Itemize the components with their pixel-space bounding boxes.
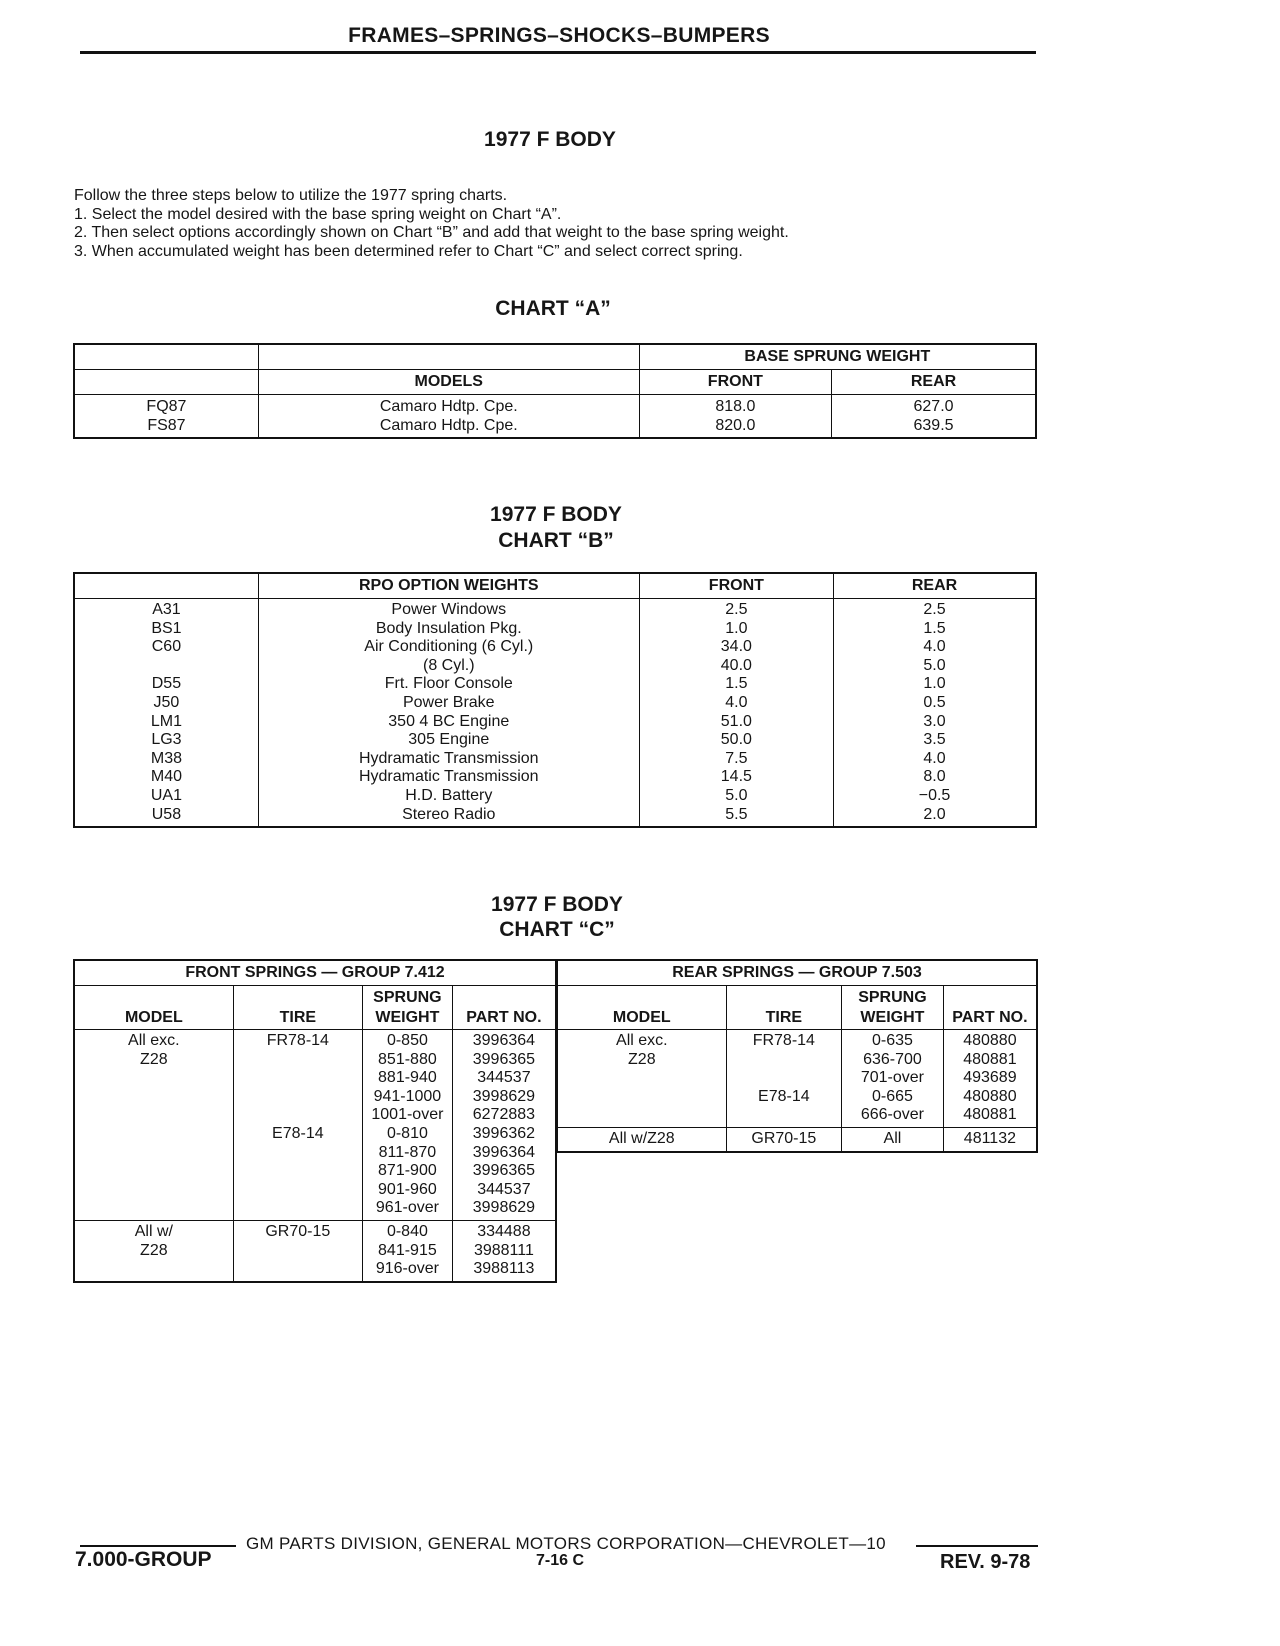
- table-row: [557, 1030, 1037, 1128]
- part-number: 480881: [963, 1050, 1017, 1068]
- rear-weight: 1.0: [834, 675, 1036, 694]
- instructions: [74, 187, 789, 261]
- rear-sprung-weight: [842, 1030, 944, 1128]
- part-number: 344537: [477, 1180, 531, 1198]
- rpo-code: BS1: [151, 619, 182, 637]
- rear-weight: 0.5: [834, 694, 1036, 713]
- rpo-code: UA1: [150, 786, 182, 804]
- option-name: Hydramatic Transmission: [258, 750, 639, 769]
- rear-weight: 8.0: [834, 768, 1036, 787]
- chart-b-col-option: RPO OPTION WEIGHTS: [258, 573, 639, 599]
- table-row: [74, 1220, 556, 1281]
- table-row: [74, 395, 1036, 417]
- rear-model: [557, 1127, 726, 1151]
- part-number: 480881: [963, 1106, 1017, 1124]
- instruction-step: 3. When accumulated weight has been determined refer to Chart “C” and select correct spring.: [74, 242, 743, 260]
- rear-col-part: PART NO.: [943, 986, 1037, 1030]
- front-weight: 5.0: [639, 787, 833, 806]
- rear-weight: −0.5: [834, 787, 1036, 806]
- rear-weight: 1.5: [834, 620, 1036, 639]
- model-name: Camaro Hdtp. Cpe.: [258, 395, 639, 417]
- footer-revision: REV. 9-78: [940, 1551, 1031, 1573]
- front-col-part: PART NO.: [452, 986, 556, 1030]
- front-springs-group: FRONT SPRINGS — GROUP 7.412: [74, 960, 556, 986]
- option-name: (8 Cyl.): [258, 657, 639, 676]
- chart-c-title-line1: 1977 F BODY: [491, 893, 623, 916]
- instructions-intro: Follow the three steps below to utilize the 1977 spring charts.: [74, 187, 508, 204]
- part-number: 3998629: [472, 1087, 536, 1105]
- part-number: 480880: [963, 1087, 1017, 1105]
- chart-c-title-line2: CHART “C”: [499, 918, 615, 941]
- front-model: [74, 1220, 233, 1281]
- rpo-code: A31: [152, 601, 181, 618]
- chart-c-rear-table: [556, 959, 1038, 1153]
- table-row: [74, 731, 1036, 750]
- weight-range: 0-635: [871, 1032, 913, 1049]
- front-sprung-weight: [362, 1220, 452, 1281]
- front-weight: 2.5: [639, 599, 833, 620]
- weight-range: 916-over: [375, 1260, 439, 1278]
- front-weight: 818.0: [639, 395, 831, 417]
- rpo-code: J50: [153, 693, 180, 711]
- chart-b-col-rear: REAR: [834, 573, 1036, 599]
- header-rule: [80, 51, 1036, 54]
- rpo-code: [74, 657, 258, 676]
- weight-range: All: [883, 1129, 902, 1147]
- chart-b-title-line2: CHART “B”: [498, 529, 614, 552]
- weight-range: 1001-over: [371, 1106, 444, 1124]
- model-name: Camaro Hdtp. Cpe.: [258, 416, 639, 438]
- rear-sprung-weight: [842, 1127, 944, 1151]
- chart-a-header-blank: [258, 344, 639, 370]
- model-line: Z28: [140, 1050, 168, 1068]
- option-name: H.D. Battery: [258, 787, 639, 806]
- chart-a-col-rear: REAR: [832, 370, 1036, 395]
- option-name: Body Insulation Pkg.: [258, 620, 639, 639]
- rear-col-sprung-1: SPRUNG: [858, 989, 927, 1006]
- weight-range: 941-1000: [373, 1087, 442, 1105]
- front-weight: 51.0: [639, 713, 833, 732]
- front-weight: 4.0: [639, 694, 833, 713]
- weight-range: 0-665: [871, 1087, 913, 1105]
- tire: E78-14: [272, 1124, 324, 1142]
- tire: GR70-15: [265, 1222, 331, 1240]
- footer-group-number: 7.000-GROUP: [75, 1548, 212, 1571]
- option-name: Power Windows: [258, 599, 639, 620]
- front-col-sprung-1: SPRUNG: [373, 989, 442, 1006]
- front-tire: [233, 1030, 362, 1221]
- chart-a-col-models: MODELS: [258, 370, 639, 395]
- table-row: [74, 675, 1036, 694]
- weight-range: 961-over: [375, 1199, 439, 1217]
- rear-col-sprung-2: WEIGHT: [860, 1009, 925, 1026]
- front-weight: 14.5: [639, 768, 833, 787]
- chart-a-header-blank: [74, 344, 258, 370]
- page-header-title: FRAMES–SPRINGS–SHOCKS–BUMPERS: [348, 24, 770, 47]
- table-row: [74, 657, 1036, 676]
- table-row: [74, 787, 1036, 806]
- rear-weight: 3.5: [834, 731, 1036, 750]
- front-weight: 820.0: [639, 416, 831, 438]
- chart-b-body: [74, 599, 1036, 828]
- front-model: [74, 1030, 233, 1221]
- table-row: [74, 599, 1036, 620]
- weight-range: 0-840: [386, 1222, 428, 1240]
- footer-publisher: GM PARTS DIVISION, GENERAL MOTORS CORPORATION—CHEVROLET—10: [246, 1534, 886, 1553]
- chart-c-front-table: [73, 959, 557, 1283]
- rear-weight: 4.0: [834, 638, 1036, 657]
- rear-part-no: [943, 1030, 1037, 1128]
- front-col-sprung-weight: [362, 986, 452, 1030]
- rear-weight: 2.0: [834, 806, 1036, 828]
- front-tire: [233, 1220, 362, 1281]
- model-code: FS87: [147, 417, 186, 434]
- model-line: Z28: [628, 1050, 656, 1068]
- table-row: [74, 768, 1036, 787]
- section-title: 1977 F BODY: [484, 128, 616, 151]
- chart-b-table: [73, 572, 1037, 828]
- chart-b-col-front: FRONT: [639, 573, 833, 599]
- tire: FR78-14: [266, 1032, 329, 1049]
- chart-a-table: [73, 343, 1037, 439]
- chart-a-header-blank: [74, 370, 258, 395]
- front-col-model: MODEL: [74, 986, 233, 1030]
- rear-tire: [726, 1030, 841, 1128]
- instruction-step: 2. Then select options accordingly shown on Chart “B” and add that weight to the base spring weight.: [74, 224, 789, 241]
- front-part-no: [452, 1220, 556, 1281]
- rear-weight: 5.0: [834, 657, 1036, 676]
- part-number: 480880: [963, 1032, 1017, 1049]
- front-weight: 1.5: [639, 675, 833, 694]
- chart-a-group-header: BASE SPRUNG WEIGHT: [639, 344, 1036, 370]
- table-row: [74, 694, 1036, 713]
- table-row: [74, 806, 1036, 828]
- chart-a-title: CHART “A”: [495, 297, 611, 320]
- rpo-code: M38: [150, 749, 182, 767]
- rear-weight: 2.5: [834, 599, 1036, 620]
- rear-model: [557, 1030, 726, 1128]
- table-row: [74, 713, 1036, 732]
- part-number: 344537: [477, 1069, 531, 1087]
- table-row: [74, 620, 1036, 639]
- weight-range: 841-915: [378, 1241, 437, 1259]
- option-name: Stereo Radio: [258, 806, 639, 828]
- model-code: FQ87: [146, 398, 187, 415]
- weight-range: 851-880: [378, 1050, 437, 1068]
- front-weight: 7.5: [639, 750, 833, 769]
- part-number: 481132: [963, 1129, 1016, 1147]
- part-number: 3998629: [472, 1199, 536, 1217]
- chart-a-col-front: FRONT: [639, 370, 831, 395]
- part-number: 493689: [963, 1069, 1017, 1087]
- rear-tire: [726, 1127, 841, 1151]
- part-number: 3996365: [472, 1050, 536, 1068]
- front-weight: 1.0: [639, 620, 833, 639]
- part-number: 334488: [477, 1222, 531, 1240]
- rear-weight: 4.0: [834, 750, 1036, 769]
- front-weight: 34.0: [639, 638, 833, 657]
- option-name: Frt. Floor Console: [258, 675, 639, 694]
- chart-b-title-line1: 1977 F BODY: [490, 503, 622, 526]
- part-number: 3988111: [473, 1241, 534, 1259]
- model-line: Z28: [140, 1241, 168, 1259]
- rpo-code: LG3: [151, 731, 182, 749]
- table-row: [557, 1127, 1037, 1151]
- tire: GR70-15: [751, 1129, 817, 1147]
- weight-range: 701-over: [860, 1069, 924, 1087]
- part-number: 6272883: [472, 1106, 536, 1124]
- weight-range: 636-700: [863, 1050, 922, 1068]
- table-row: [74, 638, 1036, 657]
- front-part-no: [452, 1030, 556, 1221]
- footer-rule-left: [80, 1545, 236, 1547]
- rear-col-model: MODEL: [557, 986, 726, 1030]
- part-number: 3996362: [472, 1124, 536, 1142]
- front-weight: 40.0: [639, 657, 833, 676]
- rear-springs-group: REAR SPRINGS — GROUP 7.503: [557, 960, 1037, 986]
- part-number: 3996365: [472, 1162, 536, 1180]
- part-number: 3996364: [472, 1032, 536, 1049]
- model-line: All w/: [134, 1222, 173, 1240]
- table-row: [74, 1030, 556, 1221]
- rpo-code: U58: [151, 805, 182, 823]
- model-line: All exc.: [128, 1032, 180, 1049]
- option-name: Power Brake: [258, 694, 639, 713]
- footer-rule-right: [916, 1545, 1038, 1547]
- rpo-code: D55: [151, 675, 182, 693]
- front-weight: 5.5: [639, 806, 833, 828]
- option-name: 305 Engine: [258, 731, 639, 750]
- option-name: Air Conditioning (6 Cyl.): [258, 638, 639, 657]
- tire: FR78-14: [752, 1032, 815, 1049]
- footer-page-number: 7-16 C: [536, 1552, 585, 1569]
- weight-range: 811-870: [378, 1143, 437, 1161]
- front-weight: 50.0: [639, 731, 833, 750]
- option-name: Hydramatic Transmission: [258, 768, 639, 787]
- instruction-step: 1. Select the model desired with the base spring weight on Chart “A”.: [74, 205, 562, 223]
- option-name: 350 4 BC Engine: [258, 713, 639, 732]
- weight-range: 0-810: [386, 1124, 428, 1142]
- rear-weight: 627.0: [832, 395, 1036, 417]
- instructions-steps: [74, 206, 789, 262]
- table-row: [74, 750, 1036, 769]
- tire: E78-14: [758, 1087, 810, 1105]
- table-row: [74, 416, 1036, 438]
- rear-weight: 3.0: [834, 713, 1036, 732]
- rear-col-sprung-weight: [842, 986, 944, 1030]
- rear-weight: 639.5: [832, 416, 1036, 438]
- rpo-code: C60: [151, 638, 182, 656]
- weight-range: 0-850: [386, 1032, 428, 1049]
- weight-range: 871-900: [378, 1162, 437, 1180]
- rpo-code: LM1: [150, 712, 182, 730]
- rear-part-no: [943, 1127, 1037, 1151]
- part-number: 3996364: [472, 1143, 536, 1161]
- weight-range: 666-over: [860, 1106, 924, 1124]
- front-sprung-weight: [362, 1030, 452, 1221]
- rear-col-tire: TIRE: [726, 986, 841, 1030]
- rpo-code: M40: [150, 768, 182, 786]
- front-col-tire: TIRE: [233, 986, 362, 1030]
- part-number: 3988113: [473, 1260, 535, 1278]
- model-line: All w/Z28: [608, 1129, 675, 1147]
- front-col-sprung-2: WEIGHT: [375, 1009, 440, 1026]
- chart-b-header-blank: [74, 573, 258, 599]
- model-line: All exc.: [616, 1032, 668, 1049]
- weight-range: 881-940: [378, 1069, 437, 1087]
- weight-range: 901-960: [378, 1180, 437, 1198]
